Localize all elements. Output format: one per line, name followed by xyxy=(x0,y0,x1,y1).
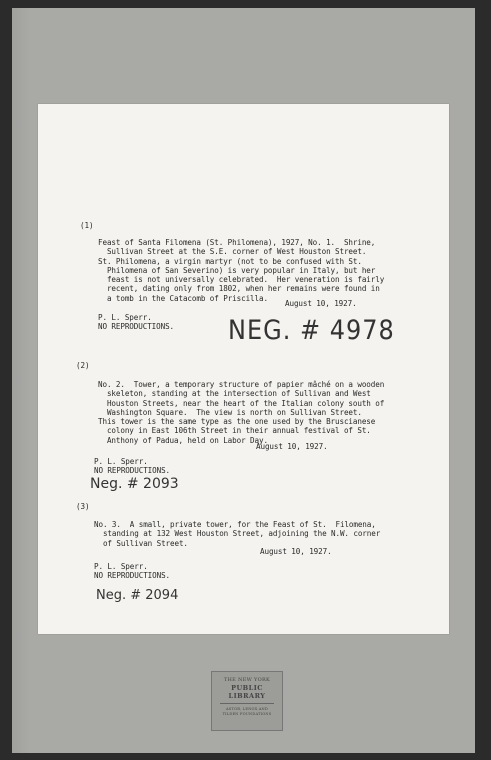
typed-caption-sheet xyxy=(38,104,449,634)
entry-3-body: No. 3. A small, private tower, for the Feast of St. Filomena, standing at 132 West Houston Street, adjoining the N.W. corner of Sullivan Street. xyxy=(94,520,381,548)
entry-2-body: No. 2. Tower, a temporary structure of papier mâché on a wooden skeleton, standing at the intersection of Sullivan and West Houston Streets, near the heart of the Italian colony south of Washington Square. The view is north on Sullivan Street. This tower is the same type as the one used by the Bruscianese colony in East 106th Street in their annual festival of St. Anthony of Padua, held on Labor Day. xyxy=(98,380,385,445)
stamp-line-3: ASTOR, LENOX AND TILDEN FOUNDATIONS xyxy=(222,707,272,716)
stamp-line-2: PUBLIC LIBRARY xyxy=(228,684,266,700)
entry-3-credit: P. L. Sperr. NO REPRODUCTIONS. xyxy=(94,562,171,581)
entry-2-date: August 10, 1927. xyxy=(256,442,328,451)
entry-2-negative-number: Neg. # 2093 xyxy=(90,476,179,492)
entry-1-body: Feast of Santa Filomena (St. Philomena), 1927, No. 1. Shrine, Sullivan Street at the S.E. corner of West Houston Street. St. Philomena, a virgin martyr (not to be confused with St. Philomena of San Severino) is very popular in Italy, but her feast is not universally celebrated. Her veneration is fairly recent, dating only from 1802, when her remains were found in a tomb in the Catacomb of Priscilla. xyxy=(98,238,385,303)
stamp-line-1: THE NEW YORK xyxy=(223,677,271,683)
entry-1-credit: P. L. Sperr. NO REPRODUCTIONS. xyxy=(98,313,175,332)
entry-2-credit: P. L. Sperr. NO REPRODUCTIONS. xyxy=(94,457,171,476)
entry-3-date: August 10, 1927. xyxy=(260,547,332,556)
entry-1-date: August 10, 1927. xyxy=(285,299,357,308)
library-stamp xyxy=(211,671,283,731)
entry-3-negative-number: Neg. # 2094 xyxy=(96,588,179,603)
entry-1-negative-number: NEG. # 4978 xyxy=(228,314,395,346)
entry-2-number: (2) xyxy=(76,361,90,370)
entry-1-number: (1) xyxy=(80,221,94,230)
entry-3-number: (3) xyxy=(76,502,90,511)
stamp-divider xyxy=(220,703,274,704)
